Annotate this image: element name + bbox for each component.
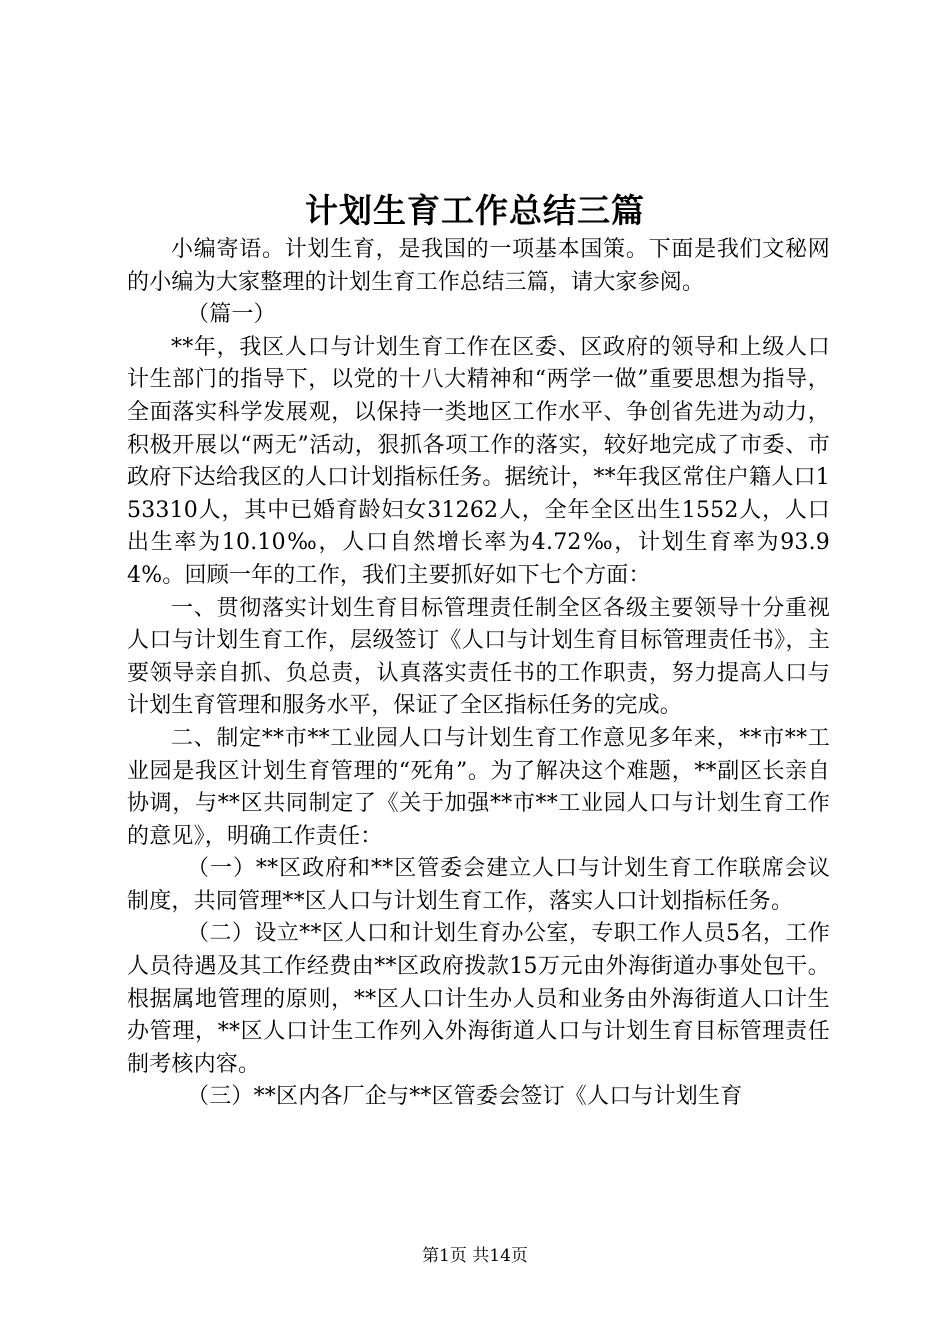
body-paragraph: 一、贯彻落实计划生育目标管理责任制全区各级主要领导十分重视人口与计划生育工作，层级签订《人口与计划生育目标管理责任书》，主要领导亲自抓、负总责，认真落实责任书的工作职责，努力提高人口与计划生育管理和服务水平，保证了全区指标任务的完成。 (127, 595, 830, 719)
body-paragraph: （三）**区内各厂企与**区管委会签订《人口与计划生育 (187, 1084, 743, 1110)
body-paragraph: （一）**区政府和**区管委会建立人口与计划生育工作联席会议制度，共同管理**区人口与计划生育工作，落实人口计划指标任务。 (127, 856, 830, 914)
document-body (127, 234, 830, 1114)
body-paragraph: **年，我区人口与计划生育工作在区委、区政府的领导和上级人口计生部门的指导下，以党的十八大精神和“两学一做”重要思想为指导，全面落实科学发展观，以保持一类地区工作水平、争创省先进为动力，积极开展以“两无”活动，狠抓各项工作的落实，较好地完成了市委、市政府下达给我区的人口计划指标任务。据统计，**年我区常住户籍人口153310人，其中已婚育龄妇女31262人，全年全区出生1552人，人口出生率为10.10‰，人口自然增长率为4.72‰，计划生育率为93.94%。回顾一年的工作，我们主要抓好如下七个方面： (127, 334, 830, 588)
intro-paragraph: 小编寄语。计划生育，是我国的一项基本国策。下面是我们文秘网的小编为大家整理的计划生育工作总结三篇，请大家参阅。 (127, 237, 830, 295)
document-title: 计划生育工作总结三篇 (305, 191, 645, 230)
page-number-footer: 第1页 共14页 (422, 1246, 528, 1266)
section-heading: （篇一） (187, 302, 276, 328)
body-paragraph: （二）设立**区人口和计划生育办公室，专职工作人员5名，工作人员待遇及其工作经费由**区政府拨款15万元由外海街道办事处包干。根据属地管理的原则，**区人口计生办人员和业务由外海街道人口计生办管理，**区人口计生工作列入外海街道人口与计划生育目标管理责任制考核内容。 (127, 921, 830, 1077)
body-paragraph: 二、制定**市**工业园人口与计划生育工作意见多年来，**市**工业园是我区计划生育管理的“死角”。为了解决这个难题，**副区长亲自协调，与**区共同制定了《关于加强**市**工业园人口与计划生育工作的意见》，明确工作责任： (127, 725, 830, 849)
